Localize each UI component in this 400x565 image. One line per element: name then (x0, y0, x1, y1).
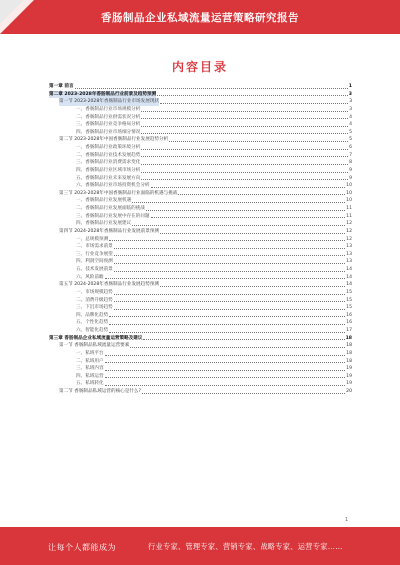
toc-entry-page: 10 (346, 183, 352, 189)
toc-entry[interactable] (49, 304, 352, 312)
toc-leader-dots (157, 95, 348, 96)
toc-entry[interactable] (49, 258, 352, 266)
toc-entry-page: 17 (346, 328, 352, 333)
toc-entry-label: 六、智能化趋势 (76, 328, 109, 333)
toc-leader-dots (151, 217, 346, 218)
toc-leader-dots (143, 339, 344, 340)
toc-entry[interactable] (49, 83, 352, 91)
toc-entry-page: 6 (349, 145, 352, 150)
toc-entry-page: 11 (346, 213, 352, 219)
toc-entry[interactable] (49, 144, 352, 152)
toc-entry-page: 14 (346, 267, 352, 272)
toc-entry[interactable] (49, 365, 352, 373)
toc-entry-page: 13 (346, 259, 352, 265)
toc-entry-page: 11 (346, 206, 352, 211)
toc-leader-dots (141, 156, 348, 157)
toc-entry[interactable] (49, 136, 352, 144)
footer-band (0, 527, 400, 565)
report-title: 香肠制品企业私域流量运营策略研究报告 (101, 12, 299, 24)
toc-entry-page: 13 (346, 251, 352, 257)
toc-entry-page: 14 (346, 274, 352, 280)
toc-entry-label: 四、香肠制品行业市场细分情况 (76, 129, 141, 135)
toc-entry-label: 一、香肠制品行业政策环境分析 (76, 145, 141, 150)
toc-leader-dots (109, 324, 345, 325)
toc-entry[interactable] (49, 98, 352, 106)
toc-entry[interactable] (49, 388, 352, 396)
toc-entry[interactable] (49, 358, 352, 366)
toc-entry-label: 二、香肠制品行业供需状况分析 (76, 114, 141, 120)
toc-entry[interactable] (49, 91, 352, 99)
toc-entry-page: 18 (345, 335, 352, 341)
toc-entry-label: 四、品牌化趋势 (76, 312, 109, 318)
toc-entry-label: 一、总规模预测 (76, 236, 109, 242)
toc-leader-dots (109, 332, 345, 333)
toc-entry[interactable] (49, 114, 352, 122)
toc-entry-page: 18 (346, 350, 352, 356)
toc-leader-dots (132, 225, 345, 226)
toc-entry[interactable] (49, 297, 352, 305)
toc-entry-label: 第一节 香肠制品私域流量运营要素 (59, 343, 130, 349)
toc-leader-dots (141, 118, 348, 119)
toc-entry[interactable] (49, 312, 352, 320)
table-of-contents (49, 83, 352, 396)
toc-leader-dots (151, 187, 346, 188)
toc-leader-dots (141, 111, 348, 112)
toc-entry-page: 4 (349, 114, 352, 120)
toc-entry[interactable] (49, 266, 352, 274)
toc-leader-dots (109, 240, 345, 241)
toc-entry-label: 三、香肠制品行业消费需求变化 (76, 160, 141, 166)
toc-entry[interactable] (49, 121, 352, 129)
toc-leader-dots (105, 355, 346, 356)
toc-entry-label: 五、私域转化 (76, 381, 104, 387)
toc-leader-dots (75, 88, 348, 89)
toc-entry-page: 20 (346, 389, 352, 394)
toc-entry-page: 16 (346, 312, 352, 318)
toc-entry[interactable] (49, 159, 352, 167)
toc-leader-dots (114, 294, 345, 295)
toc-entry[interactable] (49, 106, 352, 114)
toc-leader-dots (141, 133, 348, 134)
toc-entry-label: 第一章 前言 (49, 84, 74, 89)
toc-entry-page: 19 (346, 381, 352, 387)
toc-leader-dots (141, 179, 348, 180)
toc-leader-dots (114, 263, 345, 264)
toc-entry-label: 一、香肠制品行业市场规模分析 (76, 106, 141, 112)
toc-leader-dots (114, 255, 345, 256)
toc-entry-page: 15 (346, 305, 352, 311)
toc-entry[interactable] (49, 350, 352, 358)
toc-entry-label: 二、香肠制品行业发展面临的挑战 (76, 206, 145, 211)
toc-entry[interactable] (49, 190, 352, 198)
toc-entry-page: 12 (346, 221, 352, 227)
toc-entry-page: 3 (349, 106, 352, 112)
toc-entry[interactable] (49, 373, 352, 381)
toc-entry[interactable] (49, 243, 352, 251)
toc-entry-label: 二、市场需求前景 (76, 244, 113, 250)
toc-leader-dots (141, 126, 348, 127)
toc-entry-page: 7 (349, 152, 352, 158)
toc-entry-label: 三、香肠制品行业竞争格局分析 (76, 122, 141, 128)
toc-leader-dots (109, 316, 345, 317)
toc-entry-label: 三、下沉市场趋势 (76, 305, 113, 311)
toc-entry[interactable] (49, 175, 352, 183)
toc-entry-page: 3 (348, 91, 352, 97)
toc-entry-page: 5 (349, 137, 352, 143)
toc-entry-label: 三、香肠制品行业发展中存在的问题 (76, 213, 150, 219)
toc-entry-page: 14 (346, 282, 352, 288)
page-marker: 1 (345, 517, 349, 523)
toc-entry-page: 1 (348, 84, 352, 89)
toc-entry-page: 9 (349, 167, 352, 173)
toc-entry[interactable] (49, 289, 352, 297)
toc-leader-dots (160, 286, 345, 287)
toc-leader-dots (114, 271, 345, 272)
toc-entry-page: 8 (349, 160, 352, 166)
toc-entry[interactable] (49, 205, 352, 213)
toc-entry[interactable] (49, 129, 352, 137)
toc-entry-page: 12 (346, 228, 352, 234)
toc-entry-page: 9 (349, 175, 352, 181)
toc-entry-label: 六、风险前瞻 (76, 274, 104, 280)
toc-entry-page: 3 (349, 99, 352, 105)
toc-heading: 内容目录 (171, 60, 228, 74)
toc-leader-dots (146, 210, 345, 211)
toc-entry-page: 15 (346, 297, 352, 303)
toc-entry-label: 一、市场规模趋势 (76, 289, 113, 295)
toc-entry-label: 第一节 2023-2028年香肠制品行业市场发展现状 (59, 99, 160, 105)
toc-entry-label: 第四节 2024-2028年香肠制品行业发展前景预测 (59, 228, 160, 234)
toc-entry-label: 一、香肠制品行业发展机遇 (76, 198, 132, 204)
toc-leader-dots (160, 233, 345, 234)
toc-entry[interactable] (49, 380, 352, 388)
toc-entry-page: 16 (346, 320, 352, 326)
toc-entry[interactable] (49, 281, 352, 289)
toc-entry[interactable] (49, 236, 352, 244)
toc-entry-label: 三、行业竞争展望 (76, 251, 113, 257)
toc-entry[interactable] (49, 167, 352, 175)
toc-entry[interactable] (49, 228, 352, 236)
toc-entry-label: 二、香肠制品行业技术发展趋势 (76, 152, 141, 158)
toc-entry-page: 13 (346, 244, 352, 250)
toc-entry-page: 4 (349, 122, 352, 128)
toc-entry[interactable] (49, 220, 352, 228)
toc-entry-label: 六、香肠制品行业市场投资机会分析 (76, 183, 150, 189)
toc-entry[interactable] (49, 274, 352, 282)
toc-entry-page: 10 (346, 198, 352, 204)
toc-entry-label: 第二节 2023-2028年中国香肠制品行业发展趋势分析 (59, 137, 169, 143)
toc-leader-dots (114, 301, 345, 302)
toc-entry[interactable] (49, 342, 352, 350)
toc-entry-page: 19 (346, 373, 352, 379)
toc-entry-page: 19 (346, 366, 352, 372)
toc-entry-label: 第二章 2023-2028年香肠制品行业前景及趋势预测 (49, 91, 157, 97)
toc-leader-dots (132, 202, 345, 203)
toc-entry[interactable] (49, 335, 352, 343)
toc-entry-page: 15 (346, 289, 352, 295)
toc-leader-dots (141, 149, 348, 150)
toc-entry[interactable] (49, 327, 352, 335)
toc-entry-label: 五、香肠制品行业未来发展方向 (76, 175, 141, 181)
toc-entry-page: 5 (349, 129, 352, 135)
toc-leader-dots (142, 393, 345, 394)
toc-entry[interactable] (49, 213, 352, 221)
toc-entry-label: 四、私域运营 (76, 373, 104, 379)
toc-entry-label: 二、消费升级趋势 (76, 297, 113, 303)
toc-leader-dots (105, 362, 346, 363)
toc-leader-dots (114, 248, 345, 249)
toc-leader-dots (105, 370, 346, 371)
toc-leader-dots (105, 278, 346, 279)
toc-leader-dots (130, 347, 345, 348)
toc-entry-page: 10 (346, 190, 352, 196)
toc-entry-page: 12 (346, 236, 352, 242)
toc-leader-dots (105, 385, 346, 386)
toc-entry-label: 五、个性化趋势 (76, 320, 109, 326)
toc-entry-label: 四、利润空间预测 (76, 259, 113, 265)
toc-entry-label: 五、技术发展前景 (76, 267, 113, 272)
toc-leader-dots (114, 309, 345, 310)
header-band (0, 0, 400, 34)
toc-leader-dots (178, 194, 345, 195)
footer-tagline: 行业专家、管理专家、营销专家、战略专家、运营专家…… (148, 542, 343, 551)
toc-leader-dots (160, 103, 348, 104)
toc-entry-label: 二、私域用户 (76, 358, 104, 364)
toc-entry-label: 四、香肠制品行业区域市场分析 (76, 167, 141, 173)
toc-entry-label: 四、香肠制品行业发展建议 (76, 221, 132, 227)
toc-leader-dots (169, 141, 348, 142)
toc-entry[interactable] (49, 152, 352, 160)
toc-entry[interactable] (49, 197, 352, 205)
toc-entry-label: 第三节 2023-2028年中国香肠制品行业面临的机遇与挑战 (59, 190, 178, 196)
toc-entry[interactable] (49, 319, 352, 327)
toc-leader-dots (105, 377, 346, 378)
toc-leader-dots (141, 172, 348, 173)
toc-entry-page: 18 (346, 358, 352, 364)
toc-entry-label: 第五节 2024-2028年香肠制品行业发展趋势预测 (59, 282, 160, 288)
toc-entry-page: 18 (346, 343, 352, 349)
toc-entry-label: 一、私域平台 (76, 350, 104, 356)
toc-entry[interactable] (49, 182, 352, 190)
toc-entry-label: 三、私域内容 (76, 366, 104, 372)
toc-entry-label: 第二节 香肠制品私域运营的核心是什么? (59, 389, 141, 394)
toc-entry[interactable] (49, 251, 352, 259)
toc-entry-label: 第三章 香肠制品企业私域流量运营策略及建议 (49, 335, 143, 341)
toc-leader-dots (141, 164, 348, 165)
footer-slogan: 让每个人都能成为 (48, 543, 116, 552)
